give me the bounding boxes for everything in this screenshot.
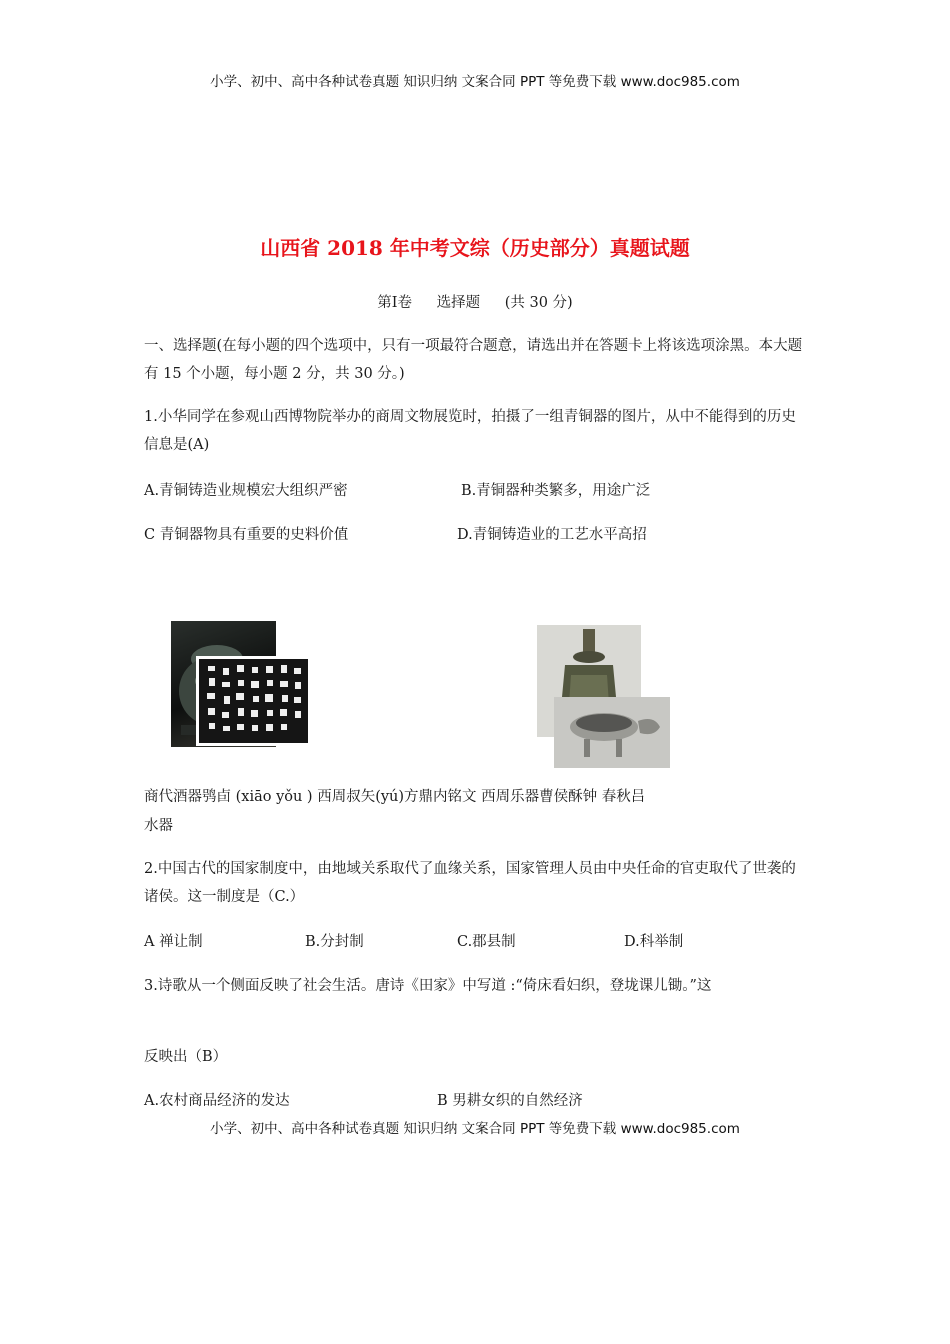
page-title: 山西省 2018 年中考文综（历史部分）真题试题 [260,236,690,260]
question-1-option-d: D.青铜铸造业的工艺水平高招 [457,527,647,543]
image-captions-line-1: 商代酒器鸮卣 (xiāo yǒu ) 西周叔矢(yú)方鼎内铭文 西周乐器曹侯酥钟 春秋吕 [144,789,646,805]
question-3-option-b: B 男耕女织的自然经济 [437,1093,583,1109]
question-1-option-b: B.青铜器种类繁多，用途广泛 [461,483,651,499]
question-2-stem: 2.中国古代的国家制度中，由地域关系取代了血缘关系，国家管理人员由中央任命的官吏取代了世袭的诸侯。这一制度是（C.） [144,861,796,905]
section-part: 第Ⅰ卷 [377,295,413,311]
question-1-option-c: C 青铜器物具有重要的史料价值 [144,527,349,543]
question-1-stem: 1.小华同学在参观山西博物院举办的商周文物展览时，拍摄了一组青铜器的图片，从中不能得到的历史信息是(A) [144,409,796,453]
section-score: (共 30 分) [504,295,573,311]
section-heading [0,291,950,312]
question-1-option-a: A.青铜铸造业规模宏大组织严密 [144,483,348,499]
question-2-option-a: A 禅让制 [144,934,203,950]
question-3-stem-continued: 反映出（B） [144,1049,228,1065]
image-captions-line-2: 水器 [144,818,173,834]
water-vessel-photo [554,697,670,768]
question-2-option-d: D.科举制 [624,934,684,950]
question-3-option-a: A.农村商品经济的发达 [144,1093,290,1109]
question-2-option-b: B.分封制 [305,934,364,950]
section-type: 选择题 [436,295,481,311]
question-3-stem: 3.诗歌从一个侧面反映了社会生活。唐诗《田家》中写道 :“倚床看妇织，登垅课儿锄。”这 [144,978,712,994]
page-footer: 小学、初中、高中各种试卷真题 知识归纳 文案合同 PPT 等免费下载 www.doc985.com [210,1121,740,1137]
question-2-option-c: C.郡县制 [457,934,516,950]
bronze-inscription-rubbing [196,656,311,746]
instructions: 一、选择题(在每小题的四个选项中，只有一项最符合题意，请选出并在答题卡上将该选项涂黑。本大题有 15 个小题，每小题 2 分，共 30 分。) [144,338,803,382]
page-header: 小学、初中、高中各种试卷真题 知识归纳 文案合同 PPT 等免费下载 www.doc985.com [210,74,740,90]
